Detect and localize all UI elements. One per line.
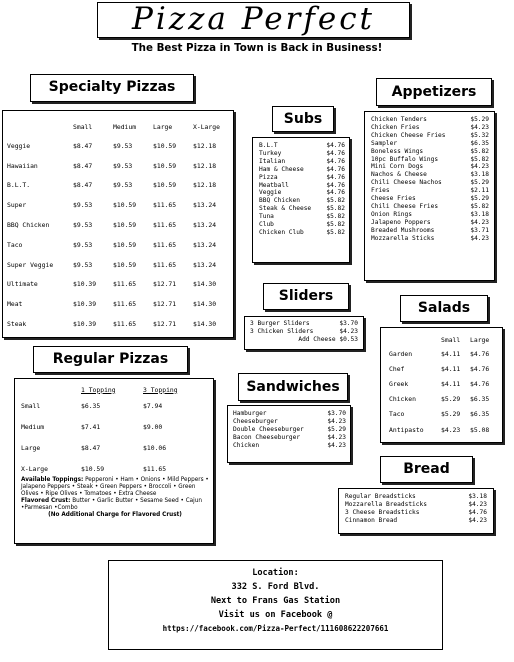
item-name: Turkey: [259, 149, 282, 157]
empty-cell: [389, 334, 441, 346]
item-price: $4.23: [470, 218, 489, 226]
item-name: Regular Breadsticks: [345, 493, 416, 500]
item-name: 10pc Buffalo Wings: [371, 155, 439, 163]
item-name: Chicken: [233, 441, 260, 449]
item-price: $9.00: [143, 422, 163, 431]
sub-item: [259, 174, 345, 182]
salad-row: [389, 376, 499, 391]
item-price: $11.65: [153, 240, 177, 249]
item-price: $5.29: [327, 425, 346, 433]
item-price: $3.18: [470, 171, 489, 179]
item-name: Chili Cheese Fries: [371, 202, 439, 210]
item-price: $4.11: [441, 364, 461, 373]
item-price: $4.23: [327, 417, 346, 425]
item-price: $5.82: [326, 205, 345, 213]
item-price: $10.39: [73, 300, 97, 309]
item-price: $11.65: [113, 300, 137, 309]
item-name: Chef: [389, 364, 405, 373]
item-price: $5.29: [441, 410, 461, 419]
item-name: Antipasto: [389, 425, 424, 434]
item-name: Steak: [7, 320, 27, 329]
item-price: $10.59: [153, 181, 177, 190]
item-price: $6.35: [470, 139, 489, 147]
item-price: $4.23: [470, 234, 489, 242]
item-name: 3 Burger Sliders: [250, 320, 310, 327]
item-price: $12.71: [153, 320, 177, 329]
appetizer-item: [371, 156, 489, 164]
salads-panel: [380, 327, 503, 443]
item-price: $10.39: [73, 320, 97, 329]
item-price: $8.47: [73, 161, 93, 170]
slider-item: [250, 320, 358, 328]
sub-item: [259, 142, 345, 150]
item-price: $7.41: [81, 422, 101, 431]
item-price: $2.11: [470, 187, 489, 195]
item-name: X-Large: [21, 464, 48, 473]
sliders-heading: [263, 283, 349, 310]
item-price: $11.65: [153, 221, 177, 230]
item-name: Breaded Mushrooms: [371, 226, 435, 234]
item-price: $4.23: [468, 516, 487, 524]
appetizers-title: Appetizers: [391, 84, 477, 100]
regular-pizza-row: [21, 395, 191, 416]
slider-item: [250, 336, 358, 344]
item-price: $11.65: [143, 464, 167, 473]
item-name: Mini Corn Dogs: [371, 163, 424, 171]
regular-pizza-row: [21, 458, 191, 479]
item-price: $4.76: [326, 165, 345, 173]
item-name: Steak & Cheese: [259, 205, 312, 213]
item-price: $0.53: [339, 335, 358, 343]
crust-note: (No Additional Charge for Flavored Crust): [48, 512, 182, 518]
specialty-pizza-row: [7, 176, 229, 196]
specialty-pizza-row: [7, 235, 229, 255]
item-price: $13.24: [193, 240, 217, 249]
item-name: Chicken Cheese Fries: [371, 131, 446, 139]
item-name: Large: [21, 443, 41, 452]
item-price: $4.76: [326, 173, 345, 181]
item-price: $3.71: [470, 226, 489, 234]
sub-item: [259, 221, 345, 229]
item-price: $10.39: [73, 280, 97, 289]
item-price: $4.23: [327, 433, 346, 441]
appetizer-item: [371, 227, 489, 235]
salads-heading: [400, 295, 488, 322]
item-price: $5.82: [326, 197, 345, 205]
item-price: $11.65: [153, 201, 177, 210]
item-price: $10.59: [113, 240, 137, 249]
item-name: Boneless Wings: [371, 147, 424, 155]
bread-item: [345, 501, 487, 509]
item-price: $13.24: [193, 201, 217, 210]
item-name: BBQ Chicken: [259, 197, 300, 205]
specialty-pizzas-panel: [2, 110, 234, 338]
item-name: Italian: [259, 157, 286, 165]
item-price: $4.76: [326, 189, 345, 197]
subs-title: Subs: [283, 111, 323, 127]
specialty-pizza-row: [7, 156, 229, 176]
sandwiches-heading: [238, 373, 348, 401]
appetizer-item: [371, 195, 489, 203]
item-name: Veggie: [259, 189, 282, 197]
item-name: Medium: [21, 422, 45, 431]
sandwiches-title: Sandwiches: [246, 379, 340, 395]
item-price: $9.53: [113, 181, 133, 190]
page-title: Pizza Perfect: [131, 1, 376, 37]
item-name: Ultimate: [7, 280, 38, 289]
appetizers-panel: [364, 111, 495, 281]
appetizer-item: [371, 163, 489, 171]
sub-item: [259, 166, 345, 174]
item-name: Cinnamon Bread: [345, 516, 398, 524]
appetizer-item: [371, 124, 489, 132]
subs-panel: [252, 137, 350, 263]
item-price: $4.11: [441, 349, 461, 358]
salad-row: [389, 361, 499, 376]
empty-cell: [7, 118, 73, 136]
item-name: Meatball: [259, 181, 289, 189]
item-price: $5.82: [326, 228, 345, 236]
sub-item: [259, 158, 345, 166]
item-price: $3.18: [470, 210, 489, 218]
appetizers-heading: [376, 78, 492, 106]
column-header: Large: [153, 123, 173, 131]
column-header: Small: [73, 123, 93, 131]
item-price: $13.24: [193, 221, 217, 230]
item-name: Tuna: [259, 213, 274, 221]
item-name: Bacon Cheeseburger: [233, 433, 301, 441]
item-price: $5.82: [470, 202, 489, 210]
facebook-text: Visit us on Facebook @: [218, 610, 333, 620]
sub-item: [259, 229, 345, 237]
item-price: $5.29: [470, 195, 489, 203]
bread-item: [345, 493, 487, 501]
item-name: Sampler: [371, 139, 398, 147]
appetizer-item: [371, 116, 489, 124]
bread-heading: [380, 456, 473, 483]
sliders-panel: [244, 316, 364, 350]
sandwich-item: [233, 410, 346, 418]
item-price: $14.30: [193, 320, 217, 329]
sandwich-item: [233, 434, 346, 442]
item-price: $9.53: [113, 161, 133, 170]
item-price: $5.82: [470, 155, 489, 163]
item-price: $9.53: [73, 221, 93, 230]
item-price: $12.18: [193, 141, 217, 150]
column-header: Small: [441, 336, 461, 344]
sub-item: [259, 205, 345, 213]
item-price: $8.47: [73, 141, 93, 150]
item-name: Taco: [7, 240, 23, 249]
item-price: $9.53: [73, 240, 93, 249]
item-price: $14.30: [193, 280, 217, 289]
sandwich-item: [233, 426, 346, 434]
slider-item: [250, 328, 358, 336]
salads-table: [389, 334, 499, 437]
item-name: Hamburger: [233, 410, 267, 417]
item-price: $10.59: [113, 221, 137, 230]
appetizer-item: [371, 179, 489, 187]
item-name: Pizza: [259, 173, 278, 181]
specialty-pizza-row: [7, 294, 229, 314]
column-header: Large: [470, 336, 490, 344]
item-price: $7.94: [143, 401, 163, 410]
specialty-pizza-row: [7, 195, 229, 215]
sliders-title: Sliders: [278, 288, 334, 304]
item-price: $5.82: [326, 221, 345, 229]
item-name: 3 Chicken Sliders: [250, 327, 314, 335]
item-price: $4.76: [470, 364, 490, 373]
item-name: Meat: [7, 300, 23, 309]
regular-pizzas-table: [21, 384, 191, 479]
salad-row: [389, 407, 499, 422]
item-price: $11.65: [153, 260, 177, 269]
sandwich-item: [233, 442, 346, 450]
sandwiches-list: [233, 410, 346, 450]
appetizers-list: [371, 116, 489, 243]
item-name: 3 Cheese Breadsticks: [345, 508, 420, 516]
appetizer-item: [371, 148, 489, 156]
column-header: Medium: [113, 123, 137, 131]
title-banner: [97, 2, 410, 38]
item-name: Ham & Cheese: [259, 165, 304, 173]
salad-row: [389, 346, 499, 361]
item-name: Super: [7, 201, 27, 210]
item-price: $5.32: [470, 131, 489, 139]
salad-row: [389, 422, 499, 437]
sub-item: [259, 189, 345, 197]
bread-panel: [338, 488, 494, 534]
item-price: $4.76: [326, 142, 345, 149]
item-price: $10.59: [113, 260, 137, 269]
column-header: 3 Topping: [143, 385, 178, 394]
empty-cell: [21, 384, 81, 395]
item-price: $4.76: [468, 508, 487, 516]
toppings-label: Available Toppings:: [21, 477, 84, 483]
item-price: $5.08: [470, 425, 490, 434]
specialty-pizza-row: [7, 314, 229, 334]
item-price: $6.35: [81, 401, 101, 410]
specialty-pizzas-heading: [30, 74, 194, 102]
item-name: Mozzarella Breadsticks: [345, 500, 427, 508]
item-name: Greek: [389, 379, 409, 388]
item-price: $3.18: [468, 493, 487, 500]
specialty-pizzas-title: Specialty Pizzas: [48, 79, 176, 95]
location-title: Location:: [252, 568, 299, 578]
bread-list: [345, 493, 487, 525]
item-price: $4.76: [470, 349, 490, 358]
item-price: $4.23: [441, 425, 461, 434]
item-name: B.L.T: [259, 142, 278, 149]
subs-list: [259, 142, 345, 237]
appetizer-item: [371, 171, 489, 179]
appetizer-item: [371, 132, 489, 140]
item-price: $4.11: [441, 379, 461, 388]
item-price: $4.23: [468, 500, 487, 508]
item-price: $8.47: [73, 181, 93, 190]
location-landmark: Next to Frans Gas Station: [210, 596, 341, 606]
item-price: $3.70: [327, 410, 346, 417]
facebook-link[interactable]: https://facebook.com/Pizza-Perfect/111608622207661: [162, 624, 389, 633]
item-price: $4.23: [470, 123, 489, 131]
sandwich-item: [233, 418, 346, 426]
specialty-pizzas-table: [7, 118, 229, 334]
item-name: Veggie: [7, 141, 31, 150]
item-name: Chicken: [389, 395, 416, 404]
appetizer-item: [371, 219, 489, 227]
column-header: X-Large: [193, 123, 220, 131]
item-name: Chicken Fries: [371, 123, 420, 131]
subs-heading: [272, 106, 334, 132]
item-price: $4.23: [470, 163, 489, 171]
item-price: $4.23: [327, 441, 346, 449]
item-price: $14.30: [193, 300, 217, 309]
item-name: Small: [21, 401, 41, 410]
item-price: $9.53: [73, 260, 93, 269]
item-name: Mozzarella Sticks: [371, 234, 435, 242]
item-name: Add Cheese: [298, 335, 336, 343]
regular-pizzas-title: Regular Pizzas: [52, 351, 169, 367]
item-name: Chili Cheese Nachos: [371, 179, 442, 187]
specialty-pizza-row: [7, 255, 229, 275]
salads-title: Salads: [417, 300, 471, 316]
item-price: $4.76: [326, 181, 345, 189]
item-price: $5.82: [470, 147, 489, 155]
sub-item: [259, 213, 345, 221]
header-row: [21, 384, 191, 395]
regular-pizzas-panel: [14, 378, 214, 544]
item-price: $4.76: [326, 149, 345, 157]
item-name: Club: [259, 221, 274, 229]
specialty-pizza-row: [7, 275, 229, 295]
item-price: $5.29: [441, 395, 461, 404]
item-name: Double Cheeseburger: [233, 425, 304, 433]
item-name: Hawaiian: [7, 161, 38, 170]
sub-item: [259, 150, 345, 158]
item-name: Chicken Club: [259, 228, 304, 236]
item-price: $11.65: [113, 280, 137, 289]
item-name: Nachos & Cheese: [371, 171, 427, 179]
salad-row: [389, 392, 499, 407]
item-name: Cheese Fries: [371, 195, 416, 203]
appetizer-item: [371, 211, 489, 219]
location-panel: [108, 560, 443, 650]
item-price: $9.53: [113, 141, 133, 150]
toppings-text: Pepperoni • Ham • Onions • Mild Peppers • Jalapeno Peppers • Steak • Green Peppers • Broccoli • Green Olives • Ripe Olives • Tomatoes • Extra Cheese: [21, 477, 209, 497]
appetizer-item: [371, 187, 489, 195]
item-name: Onion Rings: [371, 210, 412, 218]
item-price: $12.71: [153, 300, 177, 309]
appetizer-item: [371, 235, 489, 243]
specialty-pizza-row: [7, 136, 229, 156]
item-price: $8.47: [81, 443, 101, 452]
item-price: $6.35: [470, 395, 490, 404]
bread-item: [345, 509, 487, 517]
column-header: 1 Topping: [81, 385, 116, 394]
item-name: Fries: [371, 187, 390, 195]
sub-item: [259, 197, 345, 205]
item-price: $5.82: [326, 213, 345, 221]
regular-pizza-row: [21, 437, 191, 458]
header-row: [389, 334, 499, 346]
item-name: Super Veggie: [7, 260, 54, 269]
item-price: $10.59: [153, 141, 177, 150]
item-name: B.L.T.: [7, 181, 31, 190]
crust-label: Flavored Crust:: [21, 498, 71, 504]
item-name: Taco: [389, 410, 405, 419]
appetizer-item: [371, 140, 489, 148]
item-price: $13.24: [193, 260, 217, 269]
sandwiches-panel: [227, 405, 351, 463]
bread-title: Bread: [403, 461, 450, 477]
item-price: $11.65: [113, 320, 137, 329]
appetizer-item: [371, 203, 489, 211]
item-price: $4.76: [326, 157, 345, 165]
crust-text: Butter • Garlic Butter • Sesame Seed • Cajun •Parmesan •Combo: [21, 498, 202, 511]
bread-item: [345, 517, 487, 525]
item-price: $5.29: [470, 179, 489, 187]
tagline: The Best Pizza in Town is Back in Business!: [131, 42, 383, 54]
item-name: Garden: [389, 349, 413, 358]
regular-pizzas-heading: [33, 346, 188, 373]
specialty-pizza-row: [7, 215, 229, 235]
item-name: BBQ Chicken: [7, 221, 50, 230]
item-name: Cheeseburger: [233, 417, 278, 425]
item-price: $6.35: [470, 410, 490, 419]
item-name: Jalapeno Poppers: [371, 218, 431, 226]
sub-item: [259, 182, 345, 190]
item-price: $4.76: [470, 379, 490, 388]
item-price: $4.23: [339, 327, 358, 335]
item-price: $12.18: [193, 161, 217, 170]
location-address: 332 S. Ford Blvd.: [231, 582, 320, 592]
item-price: $5.29: [470, 116, 489, 123]
item-price: $10.06: [143, 443, 167, 452]
item-price: $10.59: [113, 201, 137, 210]
item-price: $9.53: [73, 201, 93, 210]
item-price: $12.18: [193, 181, 217, 190]
item-price: $10.59: [81, 464, 105, 473]
item-price: $12.71: [153, 280, 177, 289]
toppings-block: [21, 477, 209, 519]
regular-pizza-row: [21, 416, 191, 437]
item-price: $3.70: [339, 320, 358, 327]
item-price: $10.59: [153, 161, 177, 170]
header-row: [7, 118, 229, 136]
item-name: Chicken Tenders: [371, 116, 427, 123]
